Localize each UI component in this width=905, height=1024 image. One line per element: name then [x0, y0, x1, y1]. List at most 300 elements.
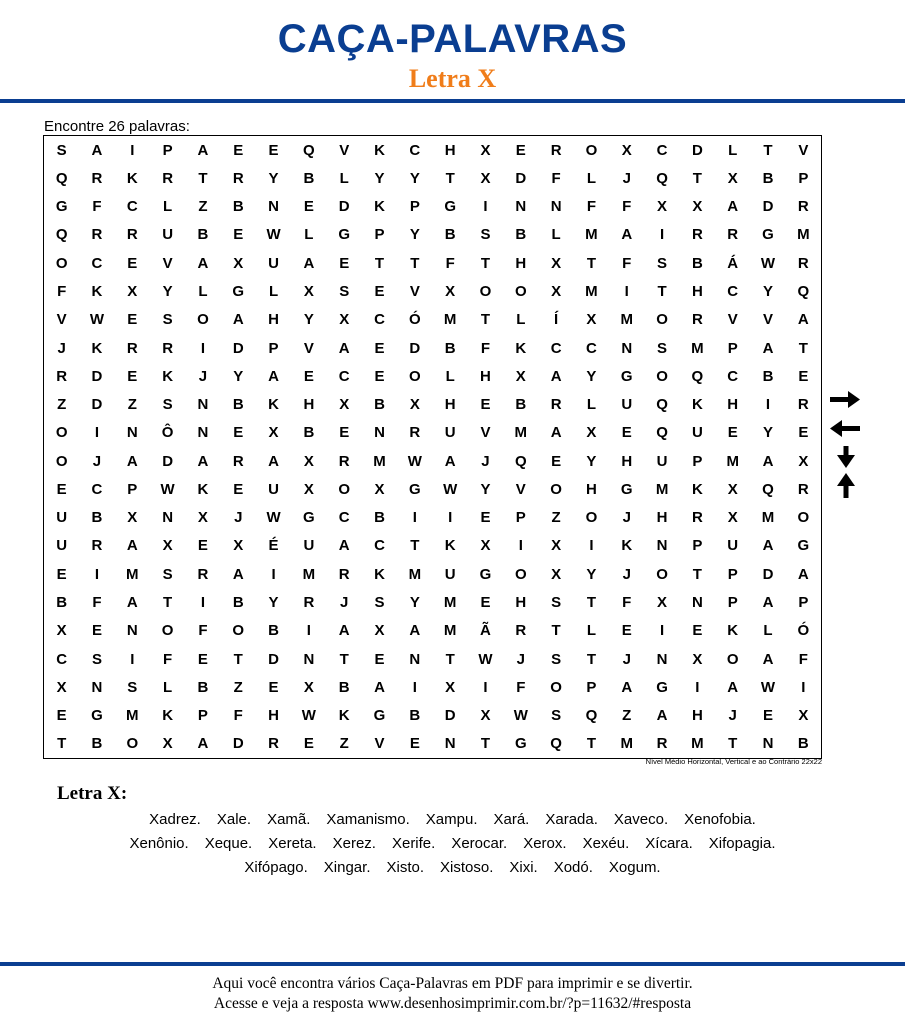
grid-cell[interactable]: D — [232, 735, 244, 753]
grid-cell[interactable]: Y — [763, 424, 774, 442]
grid-cell[interactable]: W — [407, 452, 422, 470]
grid-cell[interactable]: I — [94, 565, 100, 583]
grid-cell[interactable]: Í — [554, 311, 559, 329]
grid-cell[interactable]: W — [301, 707, 316, 725]
grid-cell[interactable]: E — [480, 593, 491, 611]
grid-cell[interactable]: E — [91, 622, 102, 640]
grid-cell[interactable]: T — [198, 169, 208, 187]
grid-cell[interactable]: H — [515, 593, 527, 611]
grid-cell[interactable]: E — [303, 735, 314, 753]
grid-cell[interactable]: T — [798, 339, 808, 357]
grid-cell[interactable]: E — [197, 537, 208, 555]
grid-cell[interactable]: C — [126, 198, 138, 216]
grid-cell[interactable]: Q — [762, 480, 774, 498]
grid-cell[interactable]: B — [444, 226, 456, 244]
grid-cell[interactable]: I — [200, 593, 205, 611]
grid-cell[interactable]: N — [656, 650, 668, 668]
grid-cell[interactable]: O — [656, 565, 668, 583]
grid-cell[interactable]: H — [691, 707, 703, 725]
grid-cell[interactable]: E — [621, 424, 632, 442]
grid-cell[interactable]: I — [271, 565, 276, 583]
grid-cell[interactable]: X — [445, 678, 456, 696]
grid-cell[interactable]: D — [762, 198, 774, 216]
grid-cell[interactable]: U — [621, 396, 633, 414]
grid-cell[interactable]: E — [339, 424, 350, 442]
grid-cell[interactable]: M — [408, 565, 422, 583]
grid-cell[interactable]: B — [515, 226, 527, 244]
grid-cell[interactable]: N — [197, 396, 209, 414]
grid-cell[interactable]: O — [55, 452, 68, 470]
grid-cell[interactable]: R — [56, 367, 68, 385]
grid-cell[interactable]: P — [798, 169, 809, 187]
grid-cell[interactable]: A — [762, 537, 774, 555]
grid-cell[interactable]: H — [586, 480, 597, 498]
grid-cell[interactable]: I — [801, 678, 806, 696]
grid-cell[interactable]: R — [691, 226, 703, 244]
grid-cell[interactable]: Q — [797, 282, 810, 300]
grid-cell[interactable]: V — [480, 424, 491, 442]
grid-cell[interactable]: O — [126, 735, 139, 753]
grid-cell[interactable]: G — [373, 707, 386, 725]
grid-cell[interactable]: B — [197, 678, 209, 696]
grid-cell[interactable]: Y — [233, 367, 244, 385]
word-search-grid[interactable] — [43, 135, 822, 759]
grid-cell[interactable]: E — [127, 254, 138, 272]
grid-cell[interactable]: Y — [303, 311, 314, 329]
grid-cell[interactable]: I — [200, 339, 205, 357]
grid-cell[interactable]: T — [692, 169, 702, 187]
grid-cell[interactable]: J — [234, 509, 243, 527]
grid-cell[interactable]: T — [586, 254, 596, 272]
grid-cell[interactable]: E — [374, 282, 385, 300]
grid-cell[interactable]: X — [621, 141, 632, 159]
grid-cell[interactable]: P — [692, 452, 703, 470]
grid-cell[interactable]: X — [480, 141, 491, 159]
grid-cell[interactable]: X — [727, 480, 738, 498]
grid-cell[interactable]: Q — [55, 226, 68, 244]
grid-cell[interactable]: A — [197, 452, 209, 470]
grid-cell[interactable]: A — [762, 650, 774, 668]
grid-cell[interactable]: I — [412, 678, 417, 696]
grid-cell[interactable]: G — [232, 282, 245, 300]
grid-cell[interactable]: F — [516, 678, 526, 696]
grid-cell[interactable]: A — [303, 254, 315, 272]
grid-cell[interactable]: O — [55, 424, 68, 442]
grid-cell[interactable]: V — [339, 141, 350, 159]
grid-cell[interactable]: Z — [57, 396, 67, 414]
grid-cell[interactable]: O — [408, 367, 421, 385]
grid-cell[interactable]: É — [268, 537, 279, 555]
grid-cell[interactable]: V — [515, 480, 526, 498]
grid-cell[interactable]: N — [268, 198, 279, 216]
grid-cell[interactable]: L — [516, 311, 526, 329]
grid-cell[interactable]: A — [762, 339, 774, 357]
grid-cell[interactable]: K — [374, 198, 385, 216]
grid-cell[interactable]: E — [727, 424, 738, 442]
grid-cell[interactable]: X — [551, 537, 562, 555]
grid-cell[interactable]: O — [726, 650, 739, 668]
grid-cell[interactable]: F — [551, 169, 561, 187]
grid-cell[interactable]: R — [727, 226, 739, 244]
grid-cell[interactable]: J — [516, 650, 525, 668]
grid-cell[interactable]: F — [445, 254, 455, 272]
grid-cell[interactable]: H — [268, 311, 279, 329]
grid-cell[interactable]: X — [303, 480, 314, 498]
grid-cell[interactable]: W — [266, 509, 281, 527]
grid-cell[interactable]: H — [656, 509, 668, 527]
grid-cell[interactable]: T — [445, 650, 455, 668]
grid-cell[interactable]: N — [444, 735, 456, 753]
grid-cell[interactable]: W — [89, 311, 105, 329]
grid-cell[interactable]: R — [515, 622, 527, 640]
grid-cell[interactable]: M — [761, 509, 775, 527]
grid-cell[interactable]: L — [586, 169, 596, 187]
grid-cell[interactable]: F — [798, 650, 808, 668]
grid-cell[interactable]: R — [797, 254, 809, 272]
grid-cell[interactable]: A — [797, 311, 809, 329]
grid-cell[interactable]: X — [127, 509, 138, 527]
grid-cell[interactable]: Ô — [161, 424, 174, 442]
grid-cell[interactable]: N — [621, 339, 633, 357]
grid-cell[interactable]: X — [409, 396, 420, 414]
grid-cell[interactable]: E — [127, 311, 138, 329]
grid-cell[interactable]: N — [409, 650, 421, 668]
grid-cell[interactable]: B — [515, 396, 527, 414]
grid-cell[interactable]: I — [659, 226, 665, 244]
grid-cell[interactable]: T — [480, 735, 491, 753]
grid-cell[interactable]: S — [551, 650, 562, 668]
grid-cell[interactable]: J — [622, 169, 631, 187]
grid-cell[interactable]: E — [303, 367, 314, 385]
grid-cell[interactable]: T — [763, 141, 773, 159]
grid-cell[interactable]: X — [268, 424, 279, 442]
grid-cell[interactable]: Q — [585, 707, 598, 725]
grid-cell[interactable]: R — [797, 396, 809, 414]
grid-cell[interactable]: E — [339, 254, 350, 272]
grid-cell[interactable]: X — [303, 452, 314, 470]
grid-cell[interactable]: L — [304, 226, 314, 244]
grid-cell[interactable]: C — [91, 254, 103, 272]
grid-cell[interactable]: I — [589, 537, 594, 555]
grid-cell[interactable]: H — [303, 396, 315, 414]
grid-cell[interactable]: M — [691, 339, 704, 357]
grid-cell[interactable]: B — [56, 593, 68, 611]
grid-cell[interactable]: Q — [691, 367, 704, 385]
grid-cell[interactable]: A — [444, 452, 456, 470]
grid-cell[interactable]: G — [797, 537, 810, 555]
grid-cell[interactable]: N — [162, 509, 174, 527]
grid-cell[interactable]: W — [160, 480, 175, 498]
grid-cell[interactable]: D — [691, 141, 703, 159]
grid-cell[interactable]: Z — [339, 735, 349, 753]
grid-cell[interactable]: L — [198, 282, 208, 300]
grid-cell[interactable]: B — [762, 367, 774, 385]
grid-cell[interactable]: E — [197, 650, 208, 668]
grid-cell[interactable]: U — [268, 480, 279, 498]
grid-cell[interactable]: H — [727, 396, 739, 414]
grid-cell[interactable]: G — [620, 480, 633, 498]
grid-cell[interactable]: T — [728, 735, 738, 753]
grid-cell[interactable]: U — [727, 537, 739, 555]
grid-cell[interactable]: C — [56, 650, 68, 668]
grid-cell[interactable]: T — [410, 254, 420, 272]
grid-cell[interactable]: P — [727, 339, 738, 357]
grid-cell[interactable]: Ó — [408, 311, 421, 329]
grid-cell[interactable]: D — [91, 396, 103, 414]
grid-cell[interactable]: C — [338, 509, 350, 527]
grid-cell[interactable]: B — [197, 226, 209, 244]
grid-cell[interactable]: X — [162, 735, 173, 753]
grid-cell[interactable]: F — [92, 593, 102, 611]
grid-cell[interactable]: M — [443, 622, 457, 640]
grid-cell[interactable]: S — [657, 339, 668, 357]
grid-cell[interactable]: S — [657, 254, 668, 272]
grid-cell[interactable]: H — [621, 452, 633, 470]
grid-cell[interactable]: X — [551, 282, 562, 300]
grid-cell[interactable]: A — [197, 141, 209, 159]
grid-cell[interactable]: D — [515, 169, 527, 187]
grid-cell[interactable]: E — [56, 480, 67, 498]
grid-cell[interactable]: N — [197, 424, 209, 442]
grid-cell[interactable]: U — [691, 424, 703, 442]
grid-cell[interactable]: U — [656, 452, 668, 470]
grid-cell[interactable]: T — [339, 650, 349, 668]
grid-cell[interactable]: O — [585, 141, 598, 159]
grid-cell[interactable]: L — [163, 198, 173, 216]
grid-cell[interactable]: W — [760, 254, 776, 272]
grid-cell[interactable]: T — [586, 735, 596, 753]
grid-cell[interactable]: E — [127, 367, 138, 385]
grid-cell[interactable]: I — [130, 650, 135, 668]
grid-cell[interactable]: X — [339, 396, 350, 414]
grid-cell[interactable]: X — [480, 169, 491, 187]
grid-cell[interactable]: X — [586, 311, 597, 329]
grid-cell[interactable]: M — [655, 480, 669, 498]
grid-cell[interactable]: L — [163, 678, 173, 696]
grid-cell[interactable]: E — [374, 339, 385, 357]
grid-cell[interactable]: J — [340, 593, 349, 611]
grid-cell[interactable]: G — [514, 735, 527, 753]
grid-cell[interactable]: P — [692, 537, 703, 555]
grid-cell[interactable]: Z — [551, 509, 561, 527]
grid-cell[interactable]: R — [409, 424, 421, 442]
grid-cell[interactable]: R — [691, 509, 703, 527]
grid-cell[interactable]: L — [339, 169, 349, 187]
grid-cell[interactable]: O — [797, 509, 810, 527]
grid-cell[interactable]: Y — [162, 282, 173, 300]
grid-cell[interactable]: T — [374, 254, 385, 272]
grid-cell[interactable]: J — [622, 650, 631, 668]
grid-cell[interactable]: C — [656, 141, 668, 159]
grid-cell[interactable]: H — [691, 282, 703, 300]
grid-cell[interactable]: T — [163, 593, 173, 611]
grid-cell[interactable]: X — [692, 650, 703, 668]
grid-cell[interactable]: D — [162, 452, 174, 470]
grid-cell[interactable]: X — [727, 509, 738, 527]
grid-cell[interactable]: S — [480, 226, 491, 244]
grid-cell[interactable]: U — [56, 509, 68, 527]
grid-cell[interactable]: A — [409, 622, 421, 640]
grid-cell[interactable]: O — [514, 565, 527, 583]
grid-cell[interactable]: K — [162, 707, 174, 725]
grid-cell[interactable]: E — [56, 707, 67, 725]
grid-cell[interactable]: K — [691, 480, 703, 498]
grid-cell[interactable]: O — [550, 480, 562, 498]
grid-cell[interactable]: N — [691, 593, 703, 611]
grid-cell[interactable]: A — [268, 367, 279, 385]
grid-cell[interactable]: R — [656, 735, 668, 753]
grid-cell[interactable]: Ó — [797, 622, 810, 640]
grid-cell[interactable]: J — [622, 509, 631, 527]
grid-cell[interactable]: F — [233, 707, 243, 725]
grid-cell[interactable]: M — [443, 311, 457, 329]
grid-cell[interactable]: Y — [586, 452, 597, 470]
grid-cell[interactable]: A — [338, 339, 350, 357]
grid-cell[interactable]: K — [444, 537, 456, 555]
grid-cell[interactable]: E — [233, 141, 244, 159]
grid-cell[interactable]: I — [624, 282, 629, 300]
grid-cell[interactable]: T — [410, 537, 420, 555]
grid-cell[interactable]: I — [659, 622, 665, 640]
grid-cell[interactable]: A — [656, 707, 668, 725]
grid-cell[interactable]: I — [306, 622, 311, 640]
grid-cell[interactable]: C — [550, 339, 562, 357]
grid-cell[interactable]: T — [445, 169, 455, 187]
grid-cell[interactable]: N — [374, 424, 385, 442]
grid-cell[interactable]: T — [657, 282, 667, 300]
grid-cell[interactable]: A — [126, 593, 138, 611]
grid-cell[interactable]: R — [338, 565, 350, 583]
grid-cell[interactable]: D — [91, 367, 103, 385]
grid-cell[interactable]: Y — [586, 367, 597, 385]
grid-cell[interactable]: X — [56, 622, 67, 640]
grid-cell[interactable]: Y — [374, 169, 385, 187]
grid-cell[interactable]: P — [268, 339, 279, 357]
grid-cell[interactable]: G — [91, 707, 103, 725]
grid-cell[interactable]: A — [338, 537, 350, 555]
grid-cell[interactable]: S — [551, 707, 562, 725]
grid-cell[interactable]: E — [551, 452, 562, 470]
grid-cell[interactable]: E — [56, 565, 67, 583]
grid-cell[interactable]: E — [798, 424, 809, 442]
grid-cell[interactable]: B — [691, 254, 703, 272]
grid-cell[interactable]: E — [798, 367, 809, 385]
grid-cell[interactable]: S — [162, 311, 173, 329]
grid-cell[interactable]: E — [515, 141, 526, 159]
grid-cell[interactable]: Q — [656, 424, 668, 442]
grid-cell[interactable]: U — [268, 254, 279, 272]
grid-cell[interactable]: R — [550, 141, 562, 159]
grid-cell[interactable]: R — [162, 339, 174, 357]
grid-cell[interactable]: Y — [409, 169, 420, 187]
grid-cell[interactable]: R — [197, 565, 209, 583]
grid-cell[interactable]: E — [763, 707, 774, 725]
grid-cell[interactable]: M — [302, 565, 316, 583]
grid-cell[interactable]: S — [339, 282, 350, 300]
grid-cell[interactable]: O — [479, 282, 492, 300]
grid-cell[interactable]: X — [445, 282, 456, 300]
grid-cell[interactable]: E — [233, 480, 244, 498]
grid-cell[interactable]: C — [374, 537, 385, 555]
grid-cell[interactable]: R — [232, 169, 244, 187]
grid-cell[interactable]: X — [515, 367, 526, 385]
grid-cell[interactable]: F — [480, 339, 491, 357]
grid-cell[interactable]: B — [91, 509, 103, 527]
grid-cell[interactable]: K — [727, 622, 739, 640]
grid-cell[interactable]: O — [550, 678, 562, 696]
grid-cell[interactable]: X — [798, 707, 809, 725]
grid-cell[interactable]: Z — [622, 707, 632, 725]
grid-cell[interactable]: F — [622, 198, 632, 216]
grid-cell[interactable]: S — [551, 593, 562, 611]
grid-cell[interactable]: R — [797, 480, 809, 498]
grid-cell[interactable]: Y — [268, 593, 279, 611]
grid-cell[interactable]: R — [550, 396, 562, 414]
grid-cell[interactable]: A — [727, 678, 739, 696]
grid-cell[interactable]: Y — [409, 226, 420, 244]
grid-cell[interactable]: X — [162, 537, 173, 555]
grid-cell[interactable]: Z — [127, 396, 137, 414]
grid-cell[interactable]: W — [760, 678, 776, 696]
grid-cell[interactable]: M — [514, 424, 528, 442]
grid-cell[interactable]: U — [444, 424, 456, 442]
grid-cell[interactable]: V — [409, 282, 420, 300]
grid-cell[interactable]: A — [338, 622, 350, 640]
grid-cell[interactable]: B — [268, 622, 279, 640]
grid-cell[interactable]: L — [586, 396, 596, 414]
grid-cell[interactable]: X — [303, 678, 314, 696]
grid-cell[interactable]: P — [374, 226, 385, 244]
grid-cell[interactable]: P — [727, 565, 738, 583]
grid-cell[interactable]: W — [513, 707, 528, 725]
grid-cell[interactable]: U — [162, 226, 174, 244]
grid-cell[interactable]: Y — [586, 565, 597, 583]
grid-cell[interactable]: B — [338, 678, 350, 696]
grid-cell[interactable]: V — [727, 311, 738, 329]
grid-cell[interactable]: W — [266, 226, 281, 244]
grid-cell[interactable]: K — [374, 141, 385, 159]
grid-cell[interactable]: J — [481, 452, 490, 470]
grid-cell[interactable]: S — [127, 678, 138, 696]
grid-cell[interactable]: E — [233, 226, 244, 244]
grid-cell[interactable]: Q — [303, 141, 315, 159]
grid-cell[interactable]: C — [91, 480, 103, 498]
grid-cell[interactable]: U — [303, 537, 315, 555]
grid-cell[interactable]: X — [374, 622, 385, 640]
grid-cell[interactable]: E — [374, 367, 385, 385]
grid-cell[interactable]: X — [303, 282, 314, 300]
grid-cell[interactable]: I — [765, 396, 771, 414]
grid-cell[interactable]: E — [233, 424, 244, 442]
grid-cell[interactable]: H — [268, 707, 279, 725]
grid-cell[interactable]: M — [620, 735, 633, 753]
grid-cell[interactable]: Q — [514, 452, 527, 470]
grid-cell[interactable]: O — [585, 509, 598, 527]
grid-cell[interactable]: B — [232, 396, 244, 414]
grid-cell[interactable]: S — [374, 593, 385, 611]
grid-cell[interactable]: Ã — [480, 622, 491, 640]
grid-cell[interactable]: I — [412, 509, 417, 527]
grid-cell[interactable]: O — [656, 311, 668, 329]
grid-cell[interactable]: M — [373, 452, 386, 470]
grid-cell[interactable]: L — [445, 367, 455, 385]
grid-cell[interactable]: P — [798, 593, 809, 611]
grid-cell[interactable]: T — [233, 650, 243, 668]
grid-cell[interactable]: G — [303, 509, 315, 527]
grid-cell[interactable]: E — [621, 622, 632, 640]
grid-cell[interactable]: K — [515, 339, 527, 357]
grid-cell[interactable]: X — [551, 254, 562, 272]
